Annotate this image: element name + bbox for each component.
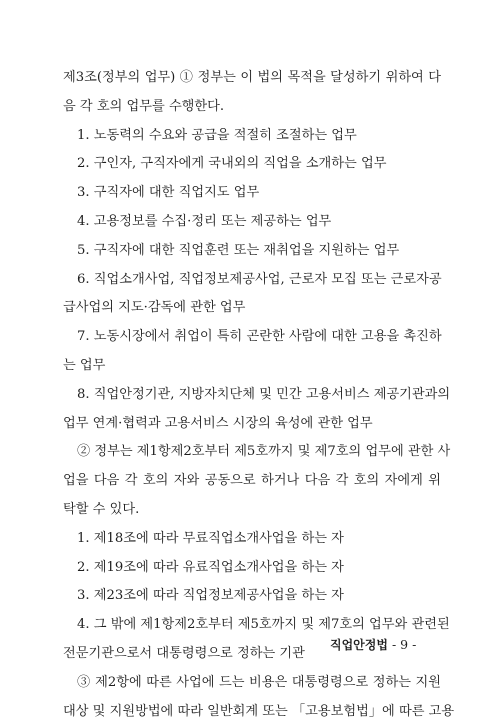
list-item: 6. 직업소개사업, 직업정보제공사업, 근로자 모집 또는 근로자공 <box>77 271 442 287</box>
article-heading-line: 제3조(정부의 업무) ① 정부는 이 법의 목적을 달성하기 위하여 다 <box>63 70 441 85</box>
document-body <box>63 64 455 726</box>
paragraph-line: ③ 제2항에 따른 사업에 드는 비용은 대통령령으로 정하는 지원 <box>77 674 441 690</box>
text-line: 업을 다음 각 호의 자와 공동으로 하거나 다음 각 호의 자에게 위 <box>63 473 441 489</box>
text-line: 대상 및 지원방법에 따라 일반회계 또는 「고용보험법」에 따른 고용 <box>63 703 455 719</box>
text-line: 음 각 호의 업무를 수행한다. <box>63 98 225 114</box>
text-line: 급사업의 지도·감독에 관한 업무 <box>63 300 246 316</box>
list-item: 8. 직업안정기관, 지방자치단체 및 민간 고용서비스 제공기관과의 <box>77 386 451 402</box>
list-item: 7. 노동시장에서 취업이 특히 곤란한 사람에 대한 고용을 촉진하 <box>77 329 442 345</box>
list-item: 4. 고용정보를 수집·정리 또는 제공하는 업무 <box>77 213 332 229</box>
text-line: 전문기관으로서 대통령령으로 정하는 기관 <box>63 645 305 661</box>
paragraph-line: ② 정부는 제1항제2호부터 제5호까지 및 제7호의 업무에 관한 사 <box>77 444 451 460</box>
page-number: - 9 - <box>391 637 417 652</box>
list-item: 5. 구직자에 대한 직업훈련 또는 재취업을 지원하는 업무 <box>77 242 400 258</box>
list-item: 3. 제23조에 따라 직업정보제공사업을 하는 자 <box>77 588 344 604</box>
list-item: 1. 제18조에 따라 무료직업소개사업을 하는 자 <box>77 530 344 546</box>
page-footer <box>330 637 450 653</box>
list-item: 3. 구직자에 대한 직업지도 업무 <box>77 185 260 201</box>
list-item: 2. 구인자, 구직자에게 국내외의 직업을 소개하는 업무 <box>77 156 387 172</box>
text-line: 업무 연계·협력과 고용서비스 시장의 육성에 관한 업무 <box>63 415 373 431</box>
text-line: 는 업무 <box>63 357 106 373</box>
text-line: 탁할 수 있다. <box>63 501 140 517</box>
list-item: 4. 그 밖에 제1항제2호부터 제5호까지 및 제7호의 업무와 관련된 <box>77 617 450 633</box>
list-item: 1. 노동력의 수요와 공급을 적절히 조절하는 업무 <box>77 127 357 143</box>
list-item: 2. 제19조에 따라 유료직업소개사업을 하는 자 <box>77 559 344 575</box>
law-name: 직업안정법 <box>330 638 388 652</box>
